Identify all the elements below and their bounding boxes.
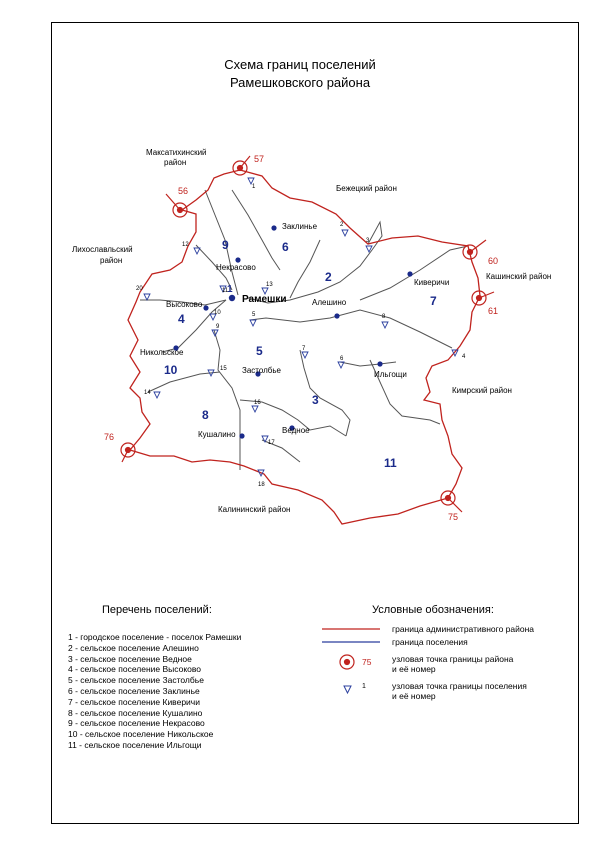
settlement-border [248, 222, 382, 303]
boundary-node-9: 9 [216, 324, 220, 330]
district-node-76 [121, 443, 135, 462]
list-item: 1 - городское поселение - поселок Рамешки [68, 632, 242, 642]
neighbor-maksatikha-line1: Максатихинский [146, 148, 207, 157]
boundary-node-marker [338, 362, 344, 368]
boundary-node-1: 1 [252, 184, 256, 190]
boundary-node-20: 20 [136, 286, 143, 292]
settlement-number-5: 5 [256, 344, 263, 358]
list-item: 8 - сельское поселение Кушалино [68, 707, 203, 718]
village-point-aleshino [334, 313, 339, 318]
settlement-border [148, 372, 220, 392]
settlement-border [360, 246, 468, 300]
district-node-label-76: 76 [104, 432, 115, 442]
village-point-vysokovo [203, 305, 208, 310]
list-item: 11 - сельское поселение Ильгощи [68, 739, 202, 750]
boundary-node-marker [382, 322, 388, 328]
legend-settlement-node-line1: узловая точка границы поселения [392, 681, 527, 691]
settlement-border [340, 362, 396, 366]
settlement-border [290, 240, 320, 298]
list-item: 2 - сельское поселение Алешино [68, 642, 199, 653]
boundary-node-14: 14 [144, 390, 151, 396]
boundary-node-3: 3 [366, 238, 370, 244]
map-title-line1: Схема границ поселений [224, 57, 376, 72]
settlement-border [250, 310, 452, 348]
settlement-number-1: 1 [227, 284, 233, 295]
list-title: Перечень поселений: [102, 604, 212, 616]
village-point-ilgoshchi [377, 361, 382, 366]
map-title-line2: Рамешковского района [229, 75, 371, 90]
legend-settlement-border-label: граница поселения [392, 637, 468, 647]
village-point-nekrasovo [235, 257, 240, 262]
boundary-node-15: 15 [220, 366, 227, 372]
boundary-node-18: 18 [258, 482, 265, 488]
list-item: 6 - сельское поселение Заклинье [68, 685, 200, 696]
settlement-number-8: 8 [202, 408, 209, 422]
boundary-node-marker [342, 230, 348, 236]
village-label-vednoe: Ведное [282, 426, 310, 435]
boundary-node-4: 4 [462, 354, 466, 360]
boundary-node-10: 10 [214, 310, 221, 316]
village-label-aleshino: Алешино [312, 298, 347, 307]
list-item: 7 - сельское поселение Киверичи [68, 696, 200, 707]
legend-settlement-node-line2: и её номер [392, 691, 436, 701]
boundary-node-marker [144, 294, 150, 300]
center-label-rameshki: Рамешки [242, 294, 287, 305]
boundary-node-6: 6 [340, 356, 344, 362]
list-item: 9 - сельское поселение Некрасово [68, 718, 205, 729]
district-node-label-57: 57 [254, 154, 265, 164]
district-node-label-60: 60 [488, 256, 499, 266]
settlement-number-10: 10 [164, 363, 178, 377]
village-label-kiverichi: Киверичи [414, 278, 450, 287]
legend-district-node-line2: и её номер [392, 664, 436, 674]
boundary-node-16: 16 [254, 400, 261, 406]
village-point-zaklinye [271, 225, 276, 230]
village-label-ilgoshchi: Ильгощи [374, 370, 407, 379]
district-node-75 [441, 491, 462, 512]
settlement-number-4: 4 [178, 312, 185, 326]
village-label-vysokovo: Высоково [166, 300, 203, 309]
village-label-nekrasovo: Некрасово [216, 263, 256, 272]
legend-district-node-symbol [340, 655, 354, 669]
center-point-rameshki [229, 295, 235, 301]
neighbor-maksatikha [146, 148, 207, 168]
district-node-label-61: 61 [488, 306, 499, 316]
village-label-kushalino: Кушалино [198, 430, 236, 439]
settlement-number-9: 9 [222, 238, 229, 252]
settlement-number-7: 7 [430, 294, 437, 308]
neighbor-maksatikha-line2: район [164, 158, 187, 167]
legend-title: Условные обозначения: [372, 604, 494, 616]
district-node-label-75: 75 [448, 512, 459, 522]
village-label-zastolbye: Застолбье [242, 366, 281, 375]
legend-settlement-node-symbol [344, 686, 351, 693]
boundary-node-8: 8 [382, 314, 386, 320]
boundary-node-marker [252, 406, 258, 412]
boundary-node-2: 2 [340, 222, 344, 228]
boundary-node-marker [194, 248, 200, 254]
boundary-node-marker [250, 320, 256, 326]
neighbor-kashin: Кашинский район [486, 272, 552, 281]
village-point-kiverichi [407, 271, 412, 276]
list-item: 5 - сельское поселение Застолбье [68, 675, 204, 686]
neighbor-likhoslavl-line2: район [100, 256, 123, 265]
neighbor-kalinin: Калининский район [218, 505, 291, 514]
boundary-node-7: 7 [302, 346, 306, 352]
district-node-61 [472, 291, 494, 305]
boundary-node-5: 5 [252, 312, 256, 318]
boundary-node-13: 13 [266, 282, 273, 288]
neighbor-bezhetsk: Бежецкий район [336, 184, 397, 193]
settlement-number-6: 6 [282, 240, 289, 254]
legend-settlement-node-number: 1 [362, 683, 366, 690]
settlement-list [68, 632, 241, 751]
settlement-number-3: 3 [312, 393, 319, 407]
district-node-60 [463, 240, 486, 259]
legend-district-node-number: 75 [362, 657, 372, 667]
district-node-label-56: 56 [178, 186, 189, 196]
neighbor-kimry: Кимрский район [452, 386, 512, 395]
list-item: 10 - сельское поселение Никольское [68, 729, 214, 740]
village-label-zaklinye: Заклинье [282, 222, 318, 231]
village-point-kushalino [239, 433, 244, 438]
settlement-number-11: 11 [384, 456, 397, 470]
boundary-node-17: 17 [268, 440, 275, 446]
legend-settlement-node-label [392, 681, 527, 701]
legend-district-node-line1: узловая точка границы района [392, 654, 514, 664]
list-item: 4 - сельское поселение Высоково [68, 664, 202, 675]
neighbor-likhoslavl [72, 244, 133, 266]
boundary-node-12: 12 [182, 242, 189, 248]
boundary-node-11: 11 [222, 288, 229, 294]
neighbor-likhoslavl-line1: Лихославльский [72, 245, 133, 254]
list-item: 3 - сельское поселение Ведное [68, 653, 192, 664]
village-label-nikolskoe: Никольское [140, 348, 184, 357]
legend-district-border-label: граница административного района [392, 624, 535, 634]
settlement-number-2: 2 [325, 270, 332, 284]
boundary-node-marker [302, 352, 308, 358]
district-node-56 [166, 194, 187, 217]
boundary-node-marker [154, 392, 160, 398]
legend-district-node-label [392, 654, 513, 674]
settlement-border [214, 330, 240, 470]
